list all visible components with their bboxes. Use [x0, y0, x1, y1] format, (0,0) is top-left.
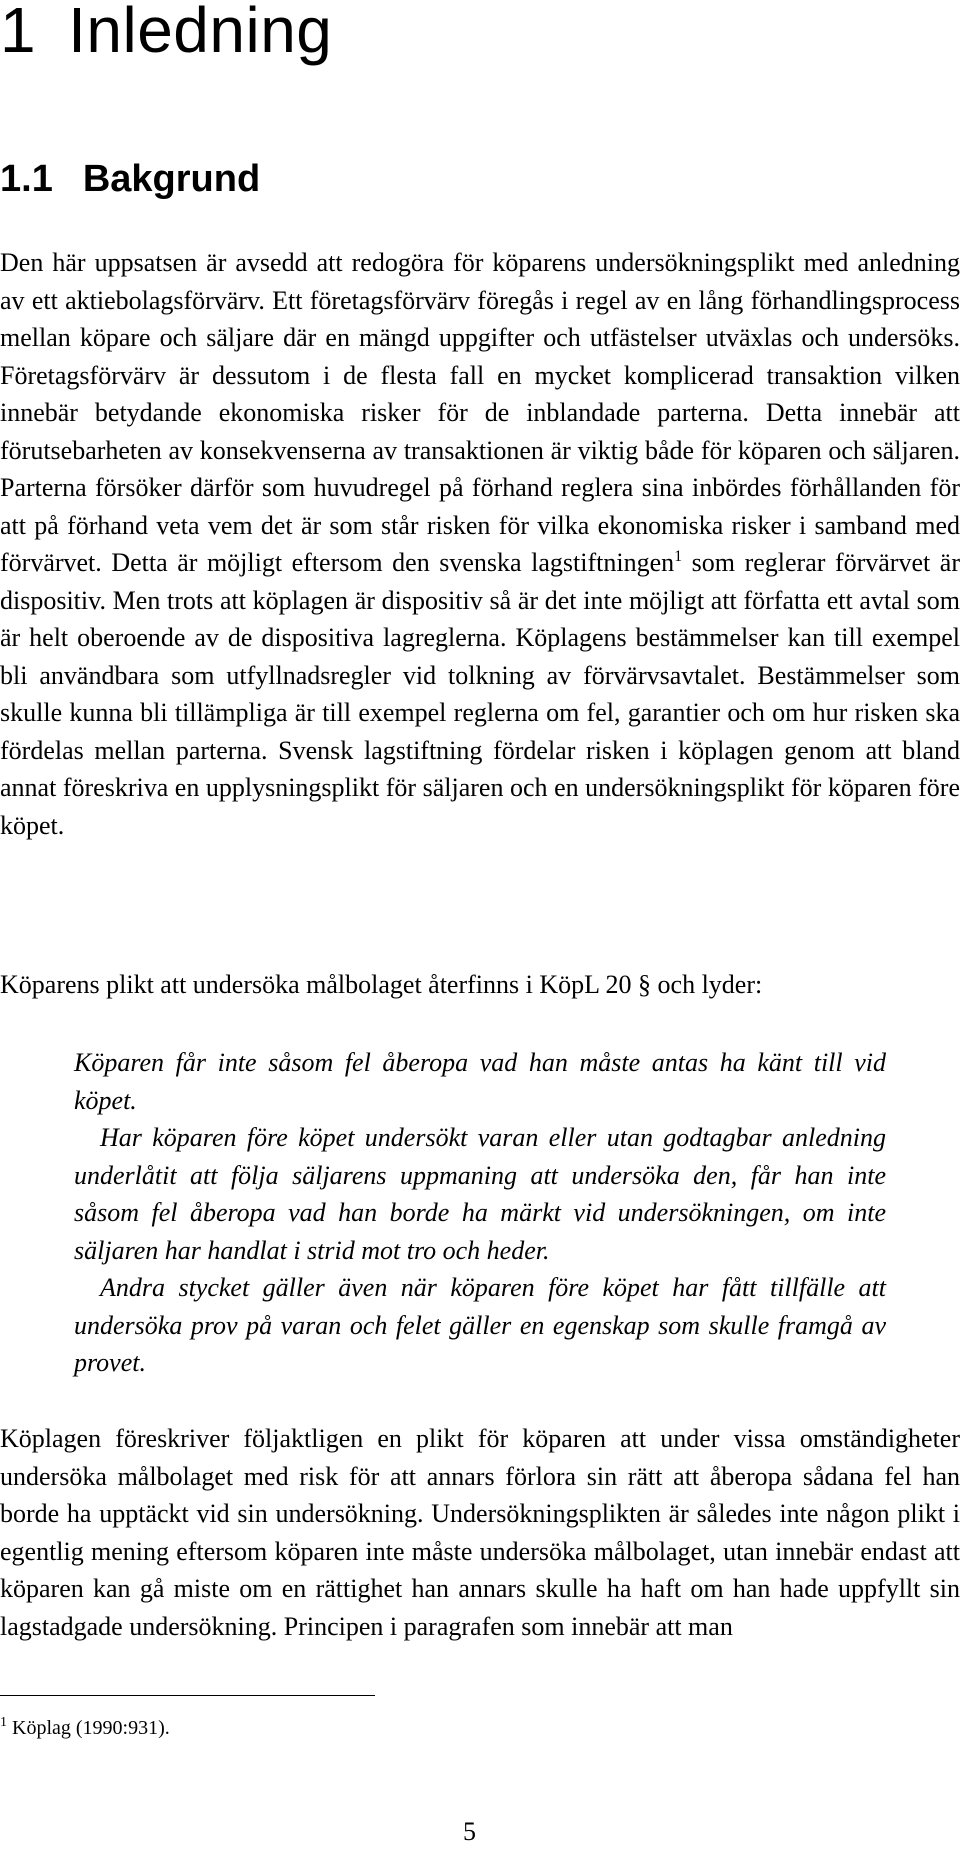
quote-paragraph-1: Köparen får inte såsom fel åberopa vad han måste antas ha känt till vid köpet.	[74, 1048, 886, 1115]
paragraph-text-after-note: som reglerar förvärvet är dispositiv. Men trots att köplagen är dispositiv så är det inte möjligt att författa ett avtal som är helt oberoende av de dispositiva lagreglerna. Köplagens bestämmelser kan till exempel bli användbara som utfyllnadsregler vid tolkning av förvärvsavtalet. Bestämmelser som skulle kunna bli tillämpliga är till exempel reglerna om fel, garantier och om hur risken ska fördelas mellan parterna. Svensk lagstiftning fördelar risken i köplagen genom att bland annat föreskriva en upplysningsplikt för säljaren och en undersökningsplikt för köparen före köpet.	[0, 548, 960, 840]
quote-paragraph-2: Har köparen före köpet undersökt varan eller utan godtagbar anledning underlåtit att följa säljarens uppmaning att undersöka den, får han inte såsom fel åberopa vad han borde ha märkt vid undersökningen, om inte säljaren har handlat i strid mot tro och heder.	[74, 1123, 886, 1265]
chapter-number: 1	[0, 0, 37, 66]
body-paragraph-background	[0, 244, 960, 844]
footnote	[0, 1715, 170, 1741]
paragraph-text-before-note: Den här uppsatsen är avsedd att redogöra för köparens undersökningsplikt med anledning av ett aktiebolagsförvärv. Ett företagsförvärv föregås i regel av en lång förhandlingsprocess mellan köpare och säljare där en mängd uppgifter och utfästelser utväxlas och undersöks. Företagsförvärv är dessutom i de flesta fall en mycket komplicerad transaktion vilken innebär betydande ekonomiska risker för de inblandade parterna. Detta innebär att förutsebarheten av konsekvenserna av transaktionen är viktig både för köparen och säljaren. Parterna försöker därför som huvudregel på förhand reglera sina inbördes förhållanden för att på förhand veta vem det är som står risken för vilka ekonomiska risker i samband med förvärvet. Detta är möjligt eftersom den svenska lagstiftningen	[0, 248, 960, 577]
section-heading	[0, 158, 260, 200]
quote-paragraph-3: Andra stycket gäller även när köparen före köpet har fått tillfälle att undersöka prov på varan och felet gäller en egenskap som skulle framgå av provet.	[74, 1273, 886, 1377]
footnote-reference: 1	[674, 548, 683, 565]
page-number: 5	[463, 1817, 476, 1846]
chapter-heading	[0, 0, 333, 66]
chapter-title: Inledning	[68, 0, 333, 66]
section-title: Bakgrund	[82, 158, 261, 200]
section-number: 1.1	[0, 158, 53, 200]
body-paragraph-statute-intro: Köparens plikt att undersöka målbolaget återfinns i KöpL 20 § och lyder:	[0, 970, 763, 999]
statute-quote	[74, 1044, 886, 1382]
body-paragraph-commentary: Köplagen föreskriver följaktligen en plikt för köparen att under vissa omständigheter undersöka målbolaget med risk för att annars förlora sin rätt att åberopa sådana fel han borde ha upptäckt vid sin undersökning. Undersökningsplikten är således inte någon plikt i egentlig mening eftersom köparen inte måste undersöka målbolaget, utan innebär endast att köparen kan gå miste om en rättighet han annars skulle ha haft om han hade uppfyllt sin lagstadgade undersökning. Principen i paragrafen som innebär att man	[0, 1424, 960, 1641]
footnote-text: Köplag (1990:931).	[12, 1717, 170, 1739]
footnote-separator	[0, 1695, 375, 1696]
footnote-number: 1	[0, 1715, 7, 1730]
